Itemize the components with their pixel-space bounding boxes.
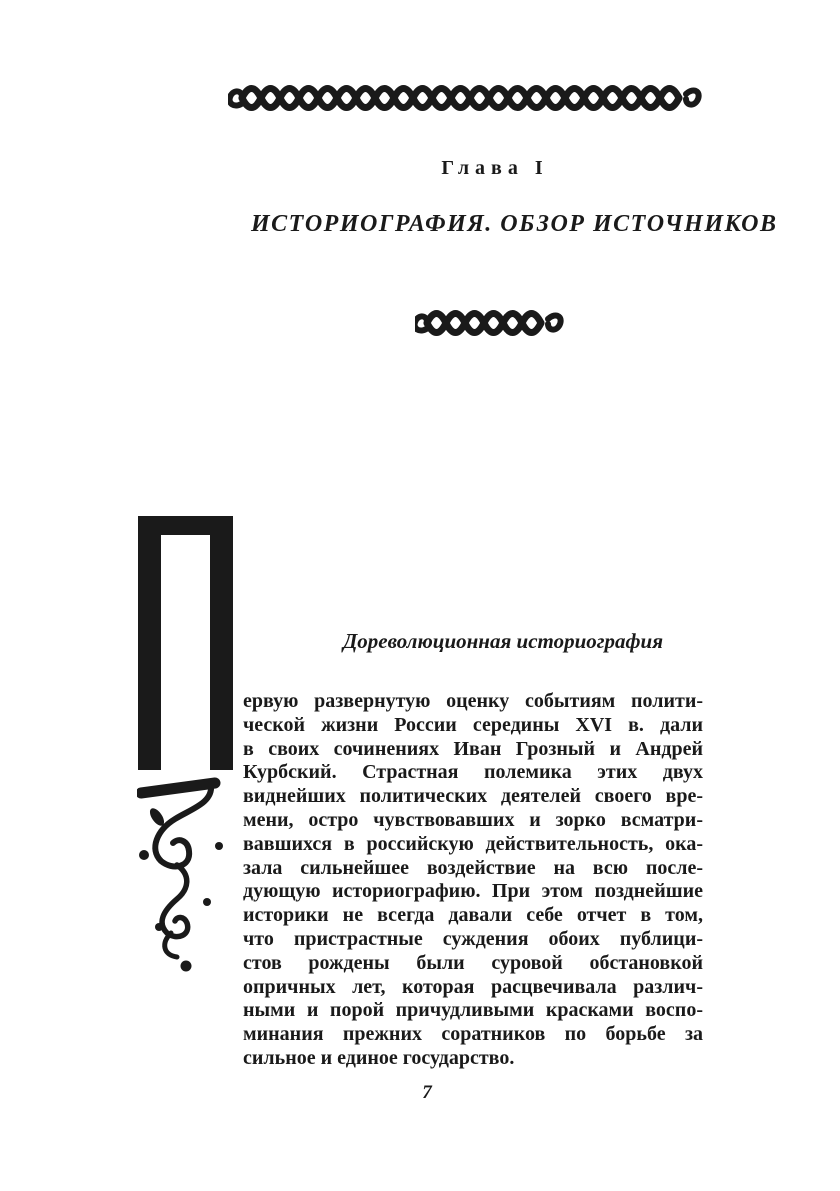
chapter-label: Глава I [441, 157, 549, 179]
body-text-line: минания прежних соратников по борьбе за [243, 1023, 703, 1046]
body-text-line: в своих сочинениях Иван Грозный и Андрей [243, 737, 703, 760]
paragraph [243, 690, 703, 1071]
body-text-line: Курбский. Страстная полемика этих двух [243, 761, 703, 784]
body-text-line: стов рождены были суровой обстановкой [243, 951, 703, 974]
section-heading: Дореволюционная историография [342, 629, 664, 653]
body-text-line: сильное и единое государство. [243, 1046, 515, 1069]
body-text-line: мени, остро чувствовавших и зорко всматри- [243, 808, 703, 831]
body-text-line: ными и порой причудливыми красками воспо- [243, 999, 703, 1022]
body-text-line: дующую историографию. При этом позднейшие [243, 880, 703, 903]
body-text-line: зала сильнейшее воздействие на всю после- [243, 856, 703, 879]
body-text-line: опричных лет, которая расцвечивала различ- [243, 975, 703, 998]
body-text-line: ервую развернутую оценку событиям полити- [243, 690, 703, 712]
body-text-line: ческой жизни России середины XVI в. дали [243, 713, 703, 736]
body-text-column [243, 628, 703, 1071]
chapter-title: ИСТОРИОГРАФИЯ. ОБЗОР ИСТОЧНИКОВ [251, 211, 778, 237]
body-text-line: виднейших политических деятелей своего вре- [243, 785, 703, 808]
dropcap-letter [138, 516, 233, 770]
body-text-line: историки не всегда давали себе отчет в том, [243, 904, 703, 927]
body-text-line: что пристрастные суждения обоих публици- [243, 927, 703, 950]
rope-divider-small-icon [415, 308, 567, 338]
page-number: 7 [422, 1082, 432, 1103]
rope-divider-icon [228, 83, 702, 113]
floral-flourish-icon [137, 776, 229, 972]
body-text-line: вавшихся в российскую действительность, ока- [243, 832, 703, 855]
dropcap-letter-text [161, 535, 162, 536]
